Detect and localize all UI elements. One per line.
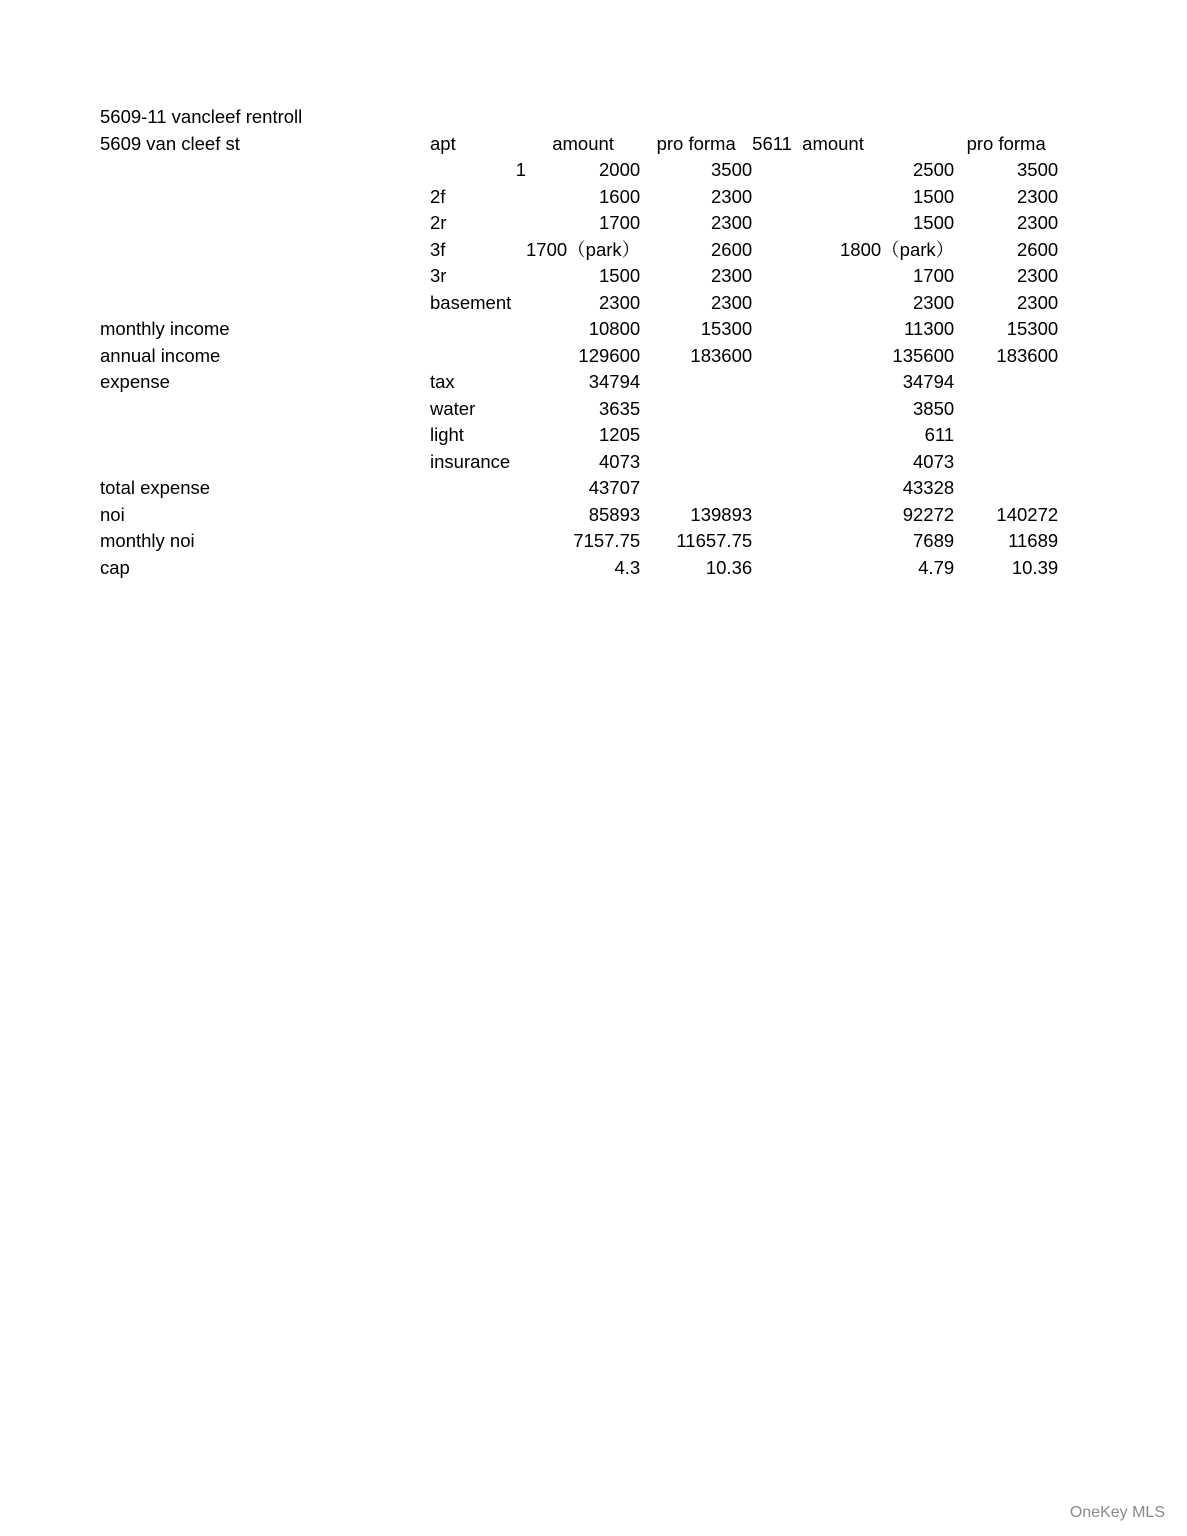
table-row [100,237,1058,264]
monthly-noi-amount-left: 7157.75 [573,530,641,551]
document-title: 5609-11 vancleef rentroll [100,106,303,127]
column-header-5611: 5611 [752,132,792,154]
annual-income-proforma-right: 183600 [996,344,1059,366]
monthly-noi-proforma-left: 11657.75 [676,530,753,551]
expense-name: light [430,424,464,445]
unit-apt: 3r [430,265,447,286]
row-label-annual-income: annual income [100,344,221,366]
expense-amount-left: 1205 [599,424,641,445]
total-expense-amount-right: 43328 [902,477,955,498]
expense-amount-left: 4073 [599,450,641,472]
unit-apt: 2r [430,212,447,233]
row-label-total-expense: total expense [100,477,211,498]
cap-amount-left: 4.3 [614,556,641,578]
noi-proforma-left: 139893 [690,503,753,525]
row-label-monthly-income: monthly income [100,318,230,339]
unit-proforma-right: 2300 [1017,291,1059,313]
unit-proforma-left: 3500 [711,159,753,180]
table-row [100,316,1058,343]
rentroll-table [100,104,1058,581]
noi-amount-right: 92272 [902,503,955,525]
unit-apt: 2f [430,185,446,207]
table-row [100,422,1058,449]
row-label-expense: expense [100,371,170,392]
monthly-income-amount-right: 11300 [904,318,955,339]
noi-proforma-right: 140272 [996,503,1059,525]
expense-amount-left: 3635 [599,397,641,419]
unit-proforma-left: 2300 [711,185,753,207]
unit-amount-right: 1500 [913,212,955,233]
unit-amount-right: 1500 [913,185,955,207]
table-row [100,104,1058,131]
total-expense-proforma-left [640,475,752,502]
table-row [100,343,1058,370]
unit-proforma-right: 2300 [1017,212,1059,233]
column-header-amount-left: amount [552,132,614,154]
expense-name: water [430,397,476,419]
unit-amount-left: 1500 [599,265,641,286]
unit-apt: basement [430,291,512,313]
expense-amount-left: 34794 [588,371,641,392]
annual-income-proforma-left: 183600 [690,344,753,366]
unit-proforma-right: 3500 [1017,159,1059,180]
annual-income-amount-left: 129600 [578,344,641,366]
total-expense-proforma-right [954,475,1058,502]
table-row [100,396,1058,423]
table-row [100,210,1058,237]
table-row [100,555,1058,582]
monthly-noi-proforma-right: 11689 [1008,530,1059,551]
row-label-cap: cap [100,556,130,578]
document-subtitle: 5609 van cleef st [100,132,240,154]
table-row [100,290,1058,317]
unit-proforma-right: 2300 [1017,265,1059,286]
cap-proforma-right: 10.39 [1011,556,1059,578]
unit-amount-right: 1700 [913,265,955,286]
unit-proforma-left: 2300 [711,291,753,313]
unit-amount-left: 2000 [599,159,641,180]
unit-amount-left: 2300 [599,291,641,313]
table-row [100,502,1058,529]
expense-name: insurance [430,450,511,472]
unit-amount-left: 1700（park） [526,238,641,260]
monthly-income-proforma-right: 15300 [1006,318,1059,339]
unit-amount-right: 2500 [913,159,955,180]
unit-proforma-right: 2600 [1017,238,1059,260]
monthly-income-amount-left: 10800 [588,318,641,339]
column-header-proforma-right: pro forma [966,132,1046,154]
unit-amount-left: 1700 [599,212,641,233]
unit-amount-right: 1800（park） [840,238,955,260]
unit-apt: 1 [515,159,526,180]
expense-amount-right: 611 [924,424,955,445]
table-row [100,263,1058,290]
table-row [100,184,1058,211]
total-expense-amount-left: 43707 [588,477,641,498]
table-row [100,475,1058,502]
expense-name: tax [430,371,455,392]
expense-amount-right: 34794 [902,371,955,392]
column-header-apt: apt [430,132,456,154]
table-row [100,369,1058,396]
monthly-income-proforma-left: 15300 [700,318,753,339]
annual-income-amount-right: 135600 [892,344,955,366]
cap-amount-right: 4.79 [918,556,955,578]
table-header-row [100,131,1058,158]
unit-proforma-left: 2300 [711,212,753,233]
column-header-proforma-left: pro forma [656,132,736,154]
unit-proforma-right: 2300 [1017,185,1059,207]
unit-proforma-left: 2600 [711,238,753,260]
table-row [100,157,1058,184]
expense-amount-right: 4073 [913,450,955,472]
noi-amount-left: 85893 [588,503,641,525]
unit-apt: 3f [430,238,446,260]
unit-amount-right: 2300 [913,291,955,313]
expense-amount-right: 3850 [913,397,955,419]
table-row [100,528,1058,555]
table-row [100,449,1058,476]
watermark-onekey-mls: OneKey MLS [1069,1504,1165,1521]
unit-proforma-left: 2300 [711,265,753,286]
row-label-monthly-noi: monthly noi [100,530,195,551]
unit-amount-left: 1600 [599,185,641,207]
row-label-noi: noi [100,503,125,525]
column-header-amount-right: amount [802,132,864,154]
cap-proforma-left: 10.36 [705,556,753,578]
monthly-noi-amount-right: 7689 [913,530,955,551]
